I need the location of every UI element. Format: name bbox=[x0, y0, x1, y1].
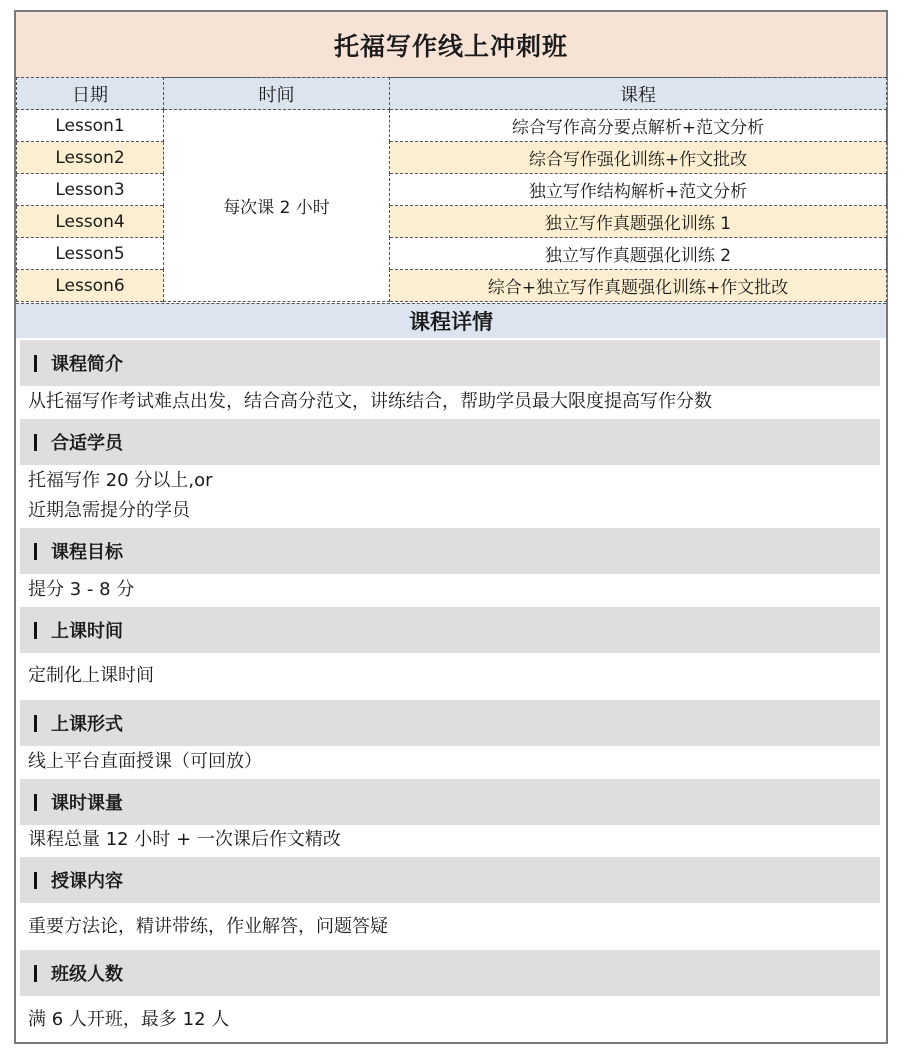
course-cell: 综合+独立写作真题强化训练+作文批改 bbox=[390, 270, 887, 302]
section-body bbox=[28, 387, 712, 417]
lesson-cell: Lesson6 bbox=[17, 270, 164, 302]
lesson-cell: Lesson2 bbox=[17, 142, 164, 174]
section-text: 提分 3 - 8 分 bbox=[28, 579, 135, 600]
section-heading bbox=[20, 700, 880, 746]
details-title: 课程详情 bbox=[16, 303, 886, 338]
course-cell: 综合写作高分要点解析+范文分析 bbox=[390, 110, 887, 142]
lesson-cell: Lesson5 bbox=[17, 238, 164, 270]
section-body bbox=[28, 1005, 229, 1035]
section-heading bbox=[20, 779, 880, 825]
time-cell: 每次课 2 小时 bbox=[164, 110, 390, 302]
section-heading bbox=[20, 419, 880, 465]
section-text: 线上平台直面授课（可回放） bbox=[28, 751, 262, 772]
schedule-table bbox=[16, 77, 887, 302]
heading-bar-icon bbox=[34, 543, 37, 560]
section-body bbox=[28, 825, 341, 855]
table-row bbox=[17, 206, 887, 238]
lesson-cell: Lesson4 bbox=[17, 206, 164, 238]
table-row bbox=[17, 238, 887, 270]
header-date: 日期 bbox=[17, 78, 164, 110]
section-heading-label: 班级人数 bbox=[51, 964, 123, 985]
page-title: 托福写作线上冲刺班 bbox=[16, 12, 886, 78]
section-text: 托福写作 20 分以上,or bbox=[28, 470, 213, 491]
table-row bbox=[17, 174, 887, 206]
heading-bar-icon bbox=[34, 355, 37, 372]
section-heading bbox=[20, 528, 880, 574]
section-heading-label: 授课内容 bbox=[51, 871, 123, 892]
header-time: 时间 bbox=[164, 78, 390, 110]
section-heading-label: 合适学员 bbox=[51, 433, 123, 454]
header-course: 课程 bbox=[390, 78, 887, 110]
lesson-cell: Lesson3 bbox=[17, 174, 164, 206]
details-sections bbox=[16, 337, 886, 1042]
heading-bar-icon bbox=[34, 965, 37, 982]
table-header-row bbox=[17, 78, 887, 110]
section-text: 满 6 人开班，最多 12 人 bbox=[28, 1009, 230, 1030]
section-body bbox=[28, 661, 154, 691]
section-heading-label: 上课时间 bbox=[51, 621, 123, 642]
course-cell: 独立写作真题强化训练 1 bbox=[390, 206, 887, 238]
course-cell: 独立写作结构解析+范文分析 bbox=[390, 174, 887, 206]
course-cell: 综合写作强化训练+作文批改 bbox=[390, 142, 887, 174]
course-cell: 独立写作真题强化训练 2 bbox=[390, 238, 887, 270]
section-body bbox=[28, 466, 212, 526]
section-body bbox=[28, 747, 262, 777]
section-heading bbox=[20, 607, 880, 653]
heading-bar-icon bbox=[34, 794, 37, 811]
section-text: 从托福写作考试难点出发，结合高分范文，讲练结合，帮助学员最大限度提高写作分数 bbox=[28, 391, 712, 412]
section-heading-label: 课程简介 bbox=[51, 354, 123, 375]
section-heading bbox=[20, 857, 880, 903]
table-row bbox=[17, 142, 887, 174]
section-text: 定制化上课时间 bbox=[28, 665, 154, 686]
section-heading-label: 课程目标 bbox=[51, 542, 123, 563]
heading-bar-icon bbox=[34, 872, 37, 889]
section-heading-label: 课时课量 bbox=[51, 793, 123, 814]
section-body bbox=[28, 575, 134, 605]
lesson-cell: Lesson1 bbox=[17, 110, 164, 142]
section-body bbox=[28, 912, 388, 942]
section-text: 课程总量 12 小时 + 一次课后作文精改 bbox=[28, 829, 341, 850]
section-text: 近期急需提分的学员 bbox=[28, 500, 190, 521]
heading-bar-icon bbox=[34, 715, 37, 732]
table-row bbox=[17, 270, 887, 302]
heading-bar-icon bbox=[34, 434, 37, 451]
section-heading bbox=[20, 950, 880, 996]
heading-bar-icon bbox=[34, 622, 37, 639]
section-heading bbox=[20, 340, 880, 386]
section-heading-label: 上课形式 bbox=[51, 714, 123, 735]
section-text: 重要方法论，精讲带练，作业解答，问题答疑 bbox=[28, 916, 388, 937]
table-row bbox=[17, 110, 887, 142]
